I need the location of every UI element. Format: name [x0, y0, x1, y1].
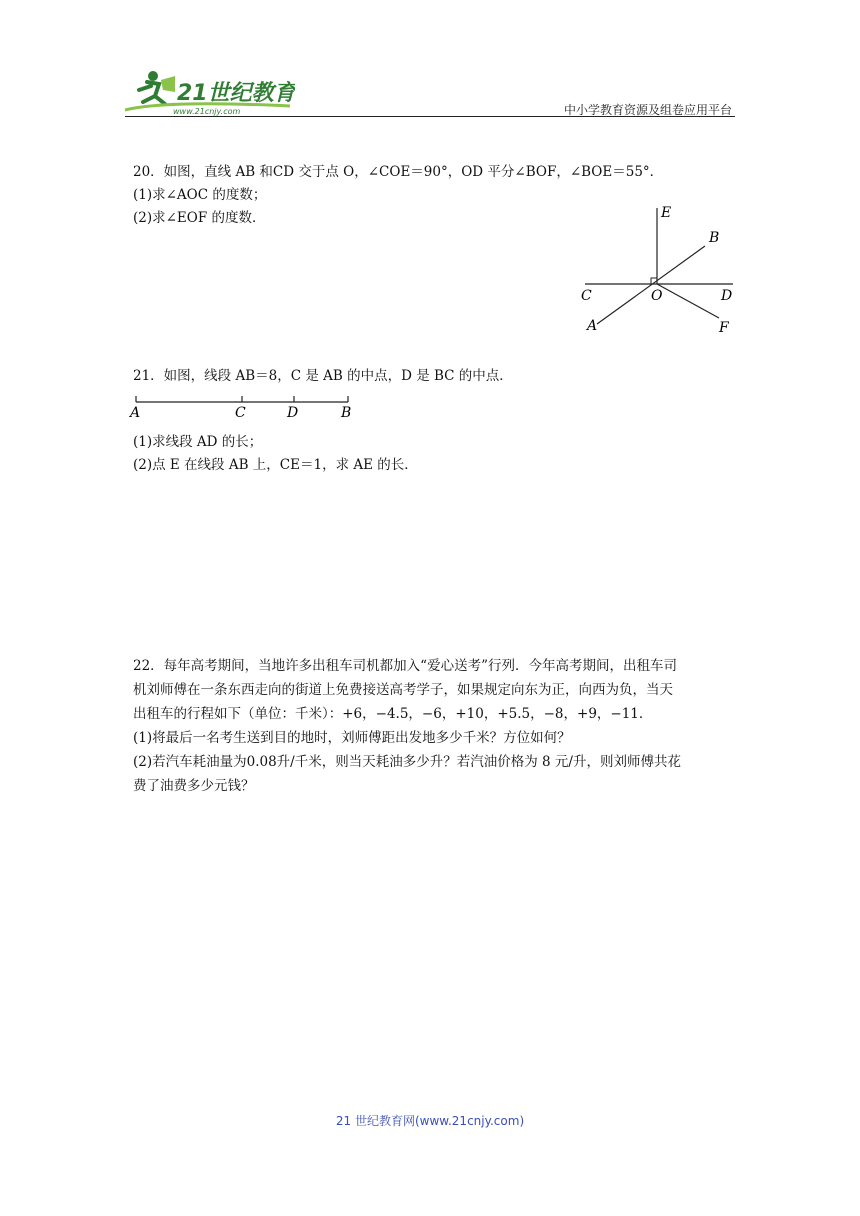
seg-label-c: C [235, 405, 246, 421]
label-d: D [721, 288, 733, 304]
header-divider [125, 116, 735, 117]
logo-runner-icon [125, 66, 295, 116]
q21-part1: (1)求线段 AD 的长； [133, 434, 263, 450]
seg-label-d: D [287, 405, 299, 421]
q22-part2-line1: (2)若汽车耗油量为0.08升/千米，则当天耗油多少升？若汽油价格为 8 元/升，则刘师傅共花 [133, 754, 681, 770]
q22-line1: 22．每年高考期间，当地许多出租车司机都加入“爱心送考”行列．今年高考期间，出租车司 [133, 658, 677, 674]
platform-name: 中小学教育资源及组卷应用平台 [563, 103, 732, 117]
q20-figure [575, 200, 745, 340]
logo-text: 21世纪教育 [177, 81, 295, 106]
label-c: C [581, 288, 592, 304]
q22-line3: 出租车的行程如下（单位：千米）：+6，−4.5，−6，+10，+5.5，−8，+9，−11． [133, 706, 653, 722]
q22-line2: 机刘师傅在一条东西走向的街道上免费接送高考学子，如果规定向东为正，向西为负，当天 [133, 682, 673, 698]
q21-stem: 21．如图，线段 AB＝8，C 是 AB 的中点，D 是 BC 的中点． [133, 368, 513, 384]
label-a: A [587, 318, 598, 334]
seg-label-a: A [130, 405, 141, 421]
q21-segment-figure [128, 392, 368, 422]
label-e: E [661, 205, 672, 221]
label-o: O [651, 288, 663, 304]
site-logo [125, 66, 295, 116]
q20-part2: (2)求∠EOF 的度数． [133, 210, 266, 226]
q20-stem: 20．如图，直线 AB 和CD 交于点 O，∠COE＝90°，OD 平分∠BOF，∠BOE＝55°． [133, 164, 664, 180]
label-b: B [709, 230, 720, 246]
logo-url: www.21cnjy.com [173, 107, 241, 116]
seg-label-b: B [341, 405, 352, 421]
label-f: F [719, 320, 729, 336]
q22-part1: (1)将最后一名考生送到目的地时，刘师傅距出发地多少千米？方位如何？ [133, 730, 571, 746]
q20-part1: (1)求∠AOC 的度数； [133, 187, 267, 203]
line-ab [597, 246, 705, 324]
q22-part2-line2: 费了油费多少元钱？ [133, 778, 255, 794]
q21-part2: (2)点 E 在线段 AB 上，CE＝1，求 AE 的长． [133, 457, 418, 473]
footer-link[interactable]: 21 世纪教育网(www.21cnjy.com) [335, 1114, 525, 1128]
ray-of [657, 284, 719, 318]
